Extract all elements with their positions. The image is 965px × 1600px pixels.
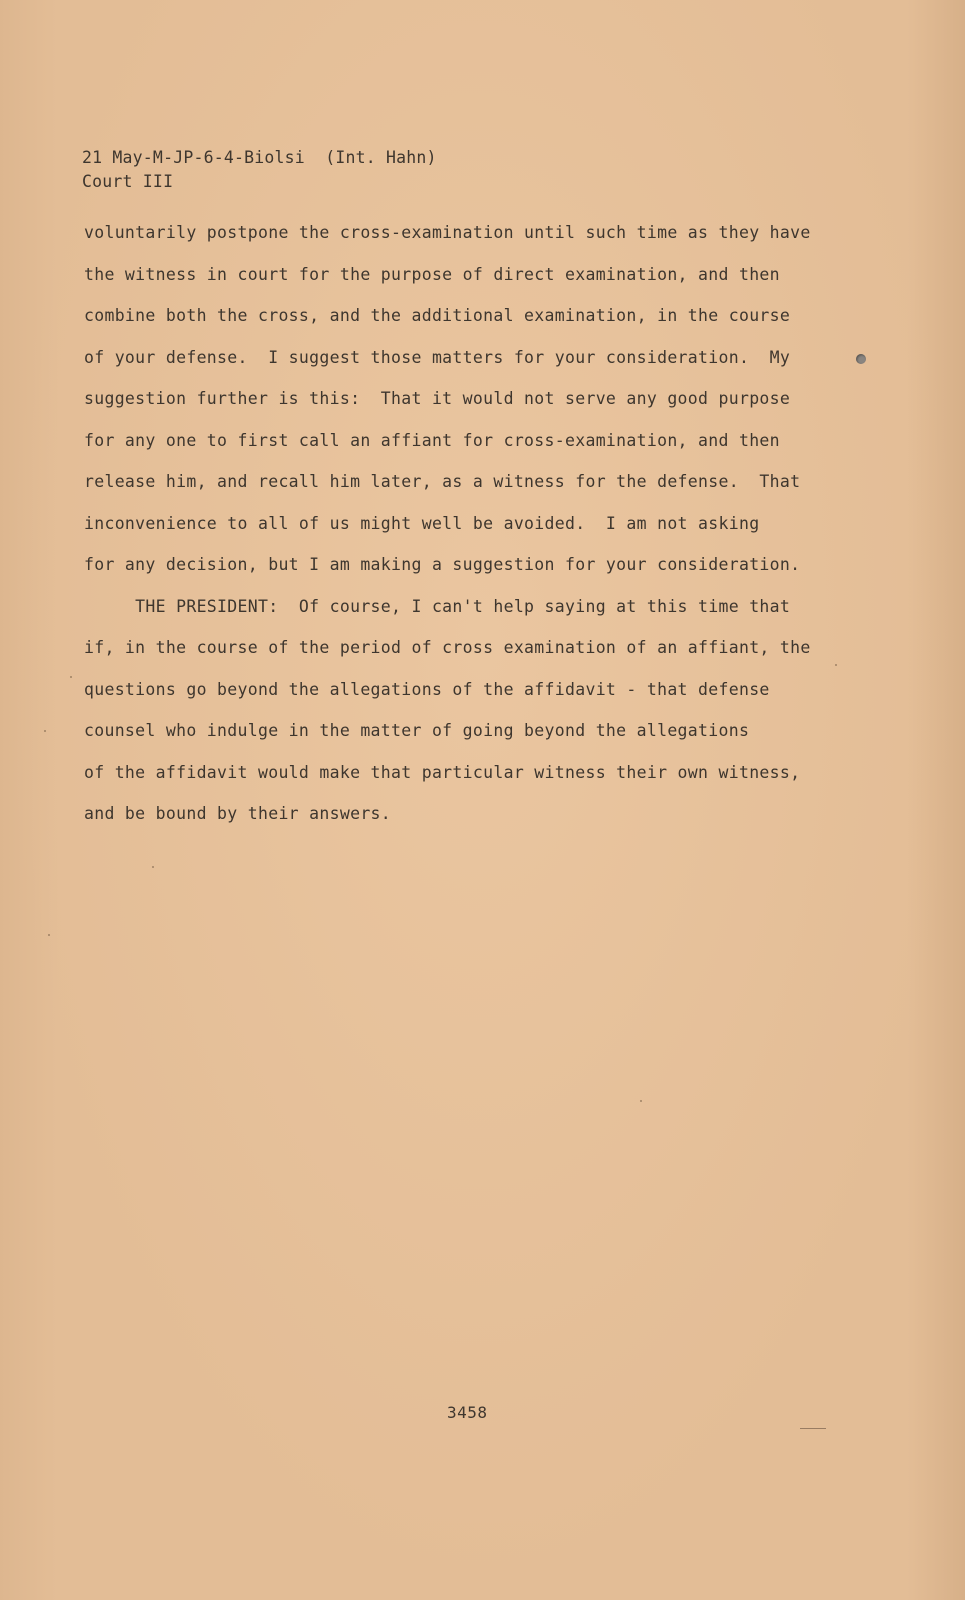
transcript-line: of the affidavit would make that particular witness their own witness, [84, 763, 801, 782]
paper-speck [70, 676, 72, 678]
transcript-line: if, in the course of the period of cross examination of an affiant, the [84, 638, 811, 657]
transcript-line: voluntarily postpone the cross-examination until such time as they have [84, 223, 811, 242]
paper-speck [48, 934, 50, 936]
paper-speck [640, 1100, 642, 1102]
document-header [82, 146, 437, 194]
transcript-line: and be bound by their answers. [84, 804, 392, 823]
paper-edge-mark [800, 1428, 826, 1429]
header-reference-line: 21 May-M-JP-6-4-Biolsi (Int. Hahn) [82, 148, 437, 167]
transcript-line: the witness in court for the purpose of direct examination, and then [84, 265, 780, 284]
paper-speck [44, 730, 46, 732]
transcript-line: counsel who indulge in the matter of going beyond the allegations [84, 721, 750, 740]
transcript-line: inconvenience to all of us might well be avoided. I am not asking [84, 514, 760, 533]
transcript-line: THE PRESIDENT: Of course, I can't help saying at this time that [84, 597, 791, 616]
header-court-line: Court III [82, 172, 174, 191]
transcript-line: of your defense. I suggest those matters for your consideration. My [84, 348, 791, 367]
paper-speck [835, 664, 837, 666]
transcript-line: for any decision, but I am making a suggestion for your consideration. [84, 555, 801, 574]
transcript-line: for any one to first call an affiant for cross-examination, and then [84, 431, 780, 450]
paper-speck [152, 866, 154, 868]
transcript-line: release him, and recall him later, as a witness for the defense. That [84, 472, 801, 491]
punch-hole-mark [856, 354, 866, 364]
transcript-line: combine both the cross, and the additional examination, in the course [84, 306, 791, 325]
page-number: 3458 [447, 1403, 488, 1422]
transcript-line: questions go beyond the allegations of the affidavit - that defense [84, 680, 770, 699]
transcript-line: suggestion further is this: That it would not serve any good purpose [84, 389, 791, 408]
